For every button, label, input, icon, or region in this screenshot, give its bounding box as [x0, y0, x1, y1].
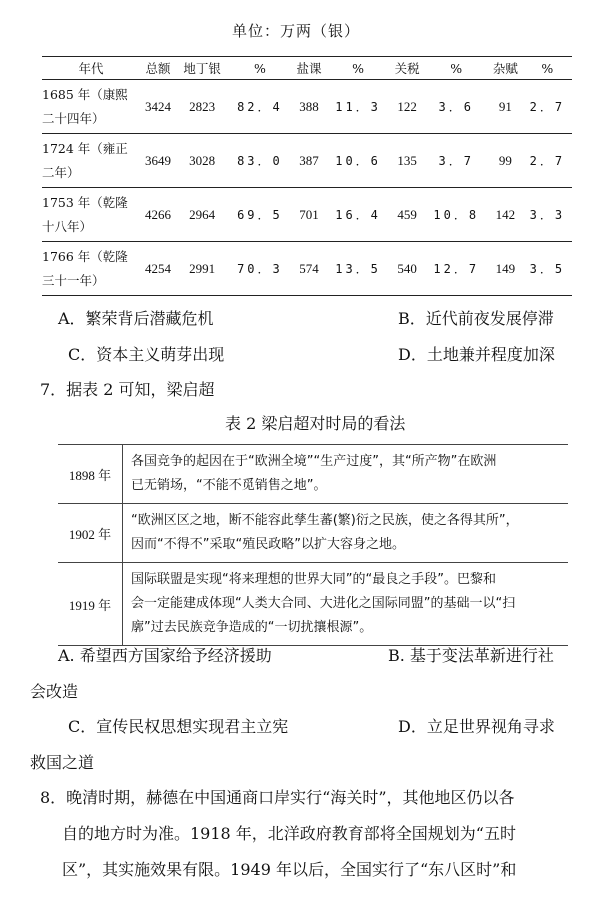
q7-option-b[interactable]: B. 基于变法革新进行社: [388, 646, 554, 665]
col-header: 盐课: [292, 57, 327, 80]
year-line: 1766 年（乾隆: [42, 248, 128, 264]
content-line: “欧洲区区之地，断不能容此孳生蕃(繁)衍之民族，使之各得其所”，: [131, 513, 519, 528]
year-line: 二十四年）: [42, 110, 105, 126]
year-cell: [42, 188, 140, 242]
year-cell: 1898 年: [58, 445, 123, 504]
content-line: 各国竞争的起因在于“欧洲全境”“生产过度”，其“所产物”在欧洲: [131, 454, 497, 469]
q8-line-2: 自的地方时为准。1918 年，北洋政府教育部将全国规划为“五时: [62, 824, 516, 843]
total-cell: 3424: [140, 80, 176, 134]
pct-cell: 2．7: [523, 134, 572, 188]
guanshui-cell: 122: [390, 80, 425, 134]
col-header: 杂赋: [488, 57, 523, 80]
dingyin-cell: 2823: [176, 80, 228, 134]
content-line: 因而“不得不”采取“殖民政略”以扩大容身之地。: [131, 537, 405, 552]
year-cell: [42, 242, 140, 296]
content-cell: [123, 563, 569, 646]
total-cell: 4266: [140, 188, 176, 242]
table-row: [58, 563, 568, 646]
col-header: 总额: [140, 57, 176, 80]
pct-cell: 2．7: [523, 80, 572, 134]
table-row: [58, 504, 568, 563]
table1-unit: 单位：万两（银）: [232, 22, 361, 40]
pct-cell: 82．4: [228, 80, 291, 134]
yanke-cell: 388: [292, 80, 327, 134]
q7-option-c[interactable]: C．宣传民权思想实现君主立宪: [68, 717, 289, 736]
liang-views-table: [58, 444, 568, 646]
year-line: 二年）: [42, 164, 80, 180]
col-header: %: [523, 57, 572, 80]
pct-cell: 3．6: [425, 80, 488, 134]
q7-option-b-cont: 会改造: [30, 682, 79, 701]
pct-cell: 12．7: [425, 242, 488, 296]
q7-stem: 7．据表 2 可知，梁启超: [40, 380, 215, 399]
pct-cell: 10．6: [326, 134, 389, 188]
guanshui-cell: 540: [390, 242, 425, 296]
content-line: 会一定能建成体现“人类大合同、大进化之国际同盟”的基础一以“扫: [131, 596, 516, 611]
year-line: 1753 年（乾隆: [42, 194, 128, 210]
col-header: 年代: [42, 57, 140, 80]
q6-option-c[interactable]: C．资本主义萌芽出现: [68, 345, 225, 364]
content-cell: [123, 504, 569, 563]
table-row: [58, 445, 568, 504]
pct-cell: 83．0: [228, 134, 291, 188]
table-row: [42, 80, 572, 134]
year-cell: [42, 80, 140, 134]
content-line: 国际联盟是实现“将来理想的世界大同”的“最良之手段”。巴黎和: [131, 572, 496, 587]
col-header: 关税: [390, 57, 425, 80]
total-cell: 3649: [140, 134, 176, 188]
pct-cell: 3．5: [523, 242, 572, 296]
year-cell: 1919 年: [58, 563, 123, 646]
yanke-cell: 574: [292, 242, 327, 296]
pct-cell: 11．3: [326, 80, 389, 134]
yanke-cell: 387: [292, 134, 327, 188]
content-line: 廓”过去民族竞争造成的“一切扰攘根源”。: [131, 620, 373, 635]
yanke-cell: 701: [292, 188, 327, 242]
table-row: [42, 134, 572, 188]
pct-cell: 13．5: [326, 242, 389, 296]
year-cell: [42, 134, 140, 188]
col-header: 地丁银: [176, 57, 228, 80]
zafu-cell: 149: [488, 242, 523, 296]
dingyin-cell: 2964: [176, 188, 228, 242]
year-line: 三十一年）: [42, 272, 105, 288]
dingyin-cell: 3028: [176, 134, 228, 188]
pct-cell: 70．3: [228, 242, 291, 296]
q8-line-3: 区”，其实施效果有限。1949 年以后，全国实行了“东八区时”和: [62, 860, 517, 879]
col-header: %: [425, 57, 488, 80]
pct-cell: 10．8: [425, 188, 488, 242]
pct-cell: 69．5: [228, 188, 291, 242]
content-line: 已无销场，“不能不觅销售之地”。: [131, 478, 327, 493]
q7-option-a[interactable]: A. 希望西方国家给予经济援助: [58, 646, 272, 665]
zafu-cell: 142: [488, 188, 523, 242]
dingyin-cell: 2991: [176, 242, 228, 296]
q6-option-b[interactable]: B．近代前夜发展停滞: [398, 309, 554, 328]
q7-option-d[interactable]: D．立足世界视角寻求: [398, 717, 555, 736]
total-cell: 4254: [140, 242, 176, 296]
zafu-cell: 91: [488, 80, 523, 134]
q8-line-1: 8．晚清时期，赫德在中国通商口岸实行“海关时”，其他地区仍以各: [40, 788, 515, 807]
year-cell: 1902 年: [58, 504, 123, 563]
revenue-table: [42, 56, 572, 296]
col-header: %: [326, 57, 389, 80]
table-row: [42, 188, 572, 242]
q6-option-d[interactable]: D．土地兼并程度加深: [398, 345, 555, 364]
guanshui-cell: 459: [390, 188, 425, 242]
year-line: 1724 年（雍正: [42, 140, 128, 156]
table2-title: 表 2 梁启超对时局的看法: [225, 414, 406, 433]
col-header: %: [228, 57, 291, 80]
table-header-row: [42, 57, 572, 80]
q6-option-a[interactable]: A．繁荣背后潜藏危机: [58, 309, 214, 328]
q7-option-d-cont: 救国之道: [30, 753, 95, 772]
zafu-cell: 99: [488, 134, 523, 188]
year-line: 1685 年（康熙: [42, 86, 128, 102]
table-row: [42, 242, 572, 296]
pct-cell: 16．4: [326, 188, 389, 242]
guanshui-cell: 135: [390, 134, 425, 188]
content-cell: [123, 445, 569, 504]
pct-cell: 3．7: [425, 134, 488, 188]
year-line: 十八年）: [42, 218, 93, 234]
pct-cell: 3．3: [523, 188, 572, 242]
